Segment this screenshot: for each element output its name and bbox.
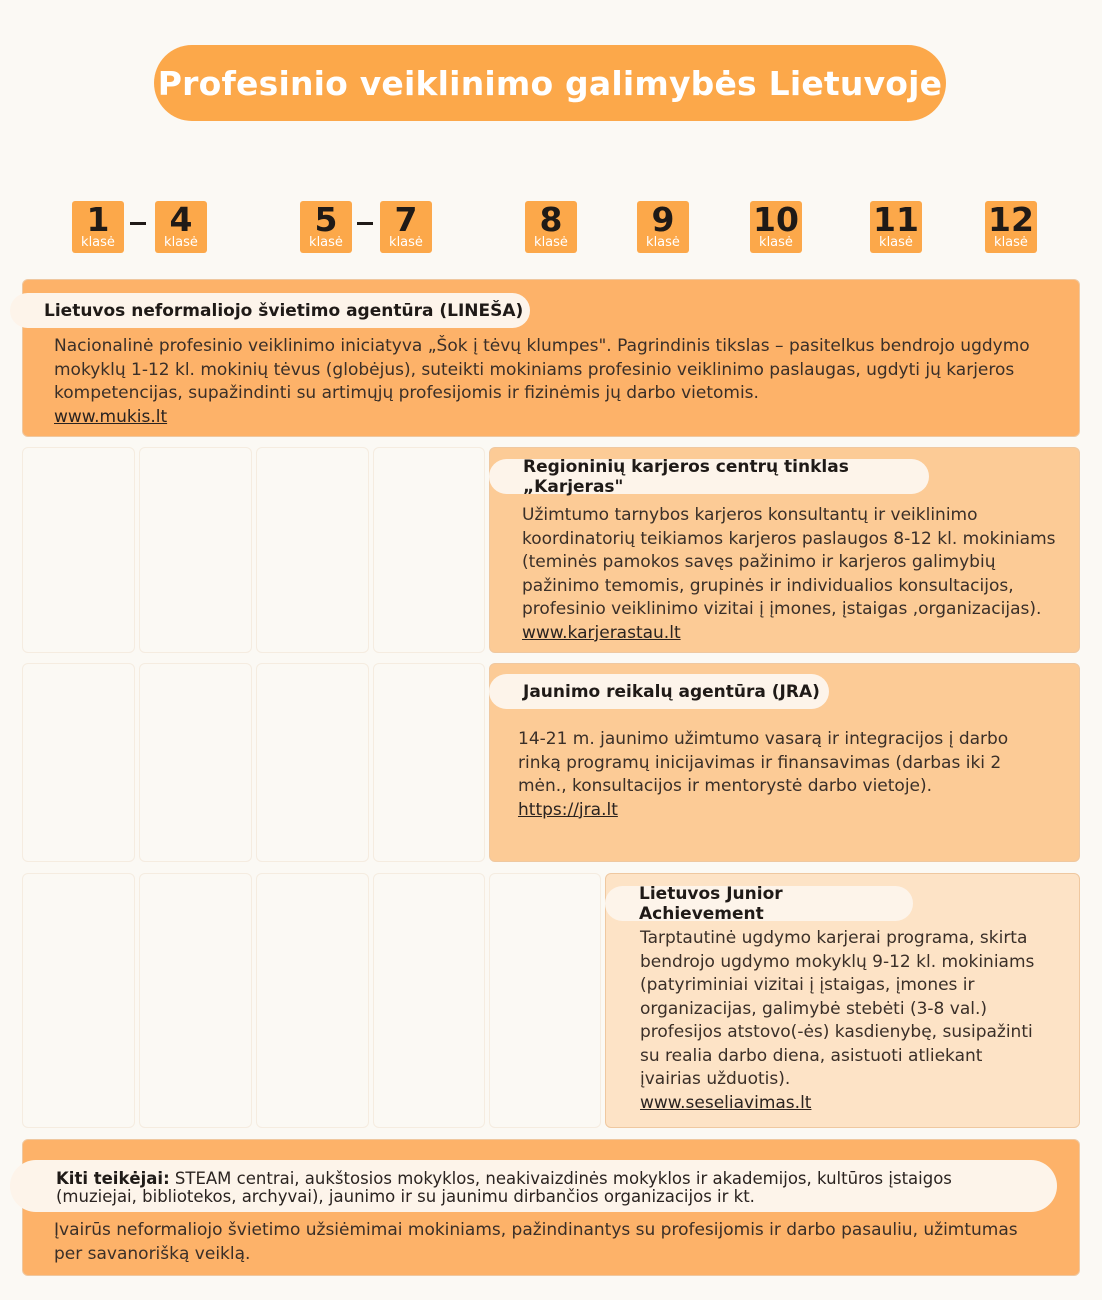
grade-number: 7 [394, 200, 418, 239]
provider-name: Regioninių karjeros centrų tinklas „Karjeras" [489, 459, 929, 494]
description-line: organizacijas, galimybė stebėti (3-8 val.) [640, 998, 988, 1019]
grade-label: klasė [534, 235, 568, 250]
grade-number: 11 [873, 200, 919, 239]
other-providers-description [54, 1219, 1064, 1266]
empty-grade-cell [373, 663, 485, 862]
description-line: rinką programų inicijavimas ir finansavimas (darbas iki 2 [518, 752, 1002, 773]
range-dash [130, 222, 146, 225]
empty-grade-cell [256, 447, 369, 653]
description-line: mėn., konsultacijos ir mentorystė darbo vietoje). [518, 776, 933, 796]
grade-label: klasė [646, 235, 680, 250]
empty-grade-cell [22, 663, 135, 862]
description-line: mokyklų 1-12 kl. mokinių tėvus (globėjus), suteikti mokiniams profesinio veiklinimo paslaugas, ugdyti jų karjeros [54, 359, 1015, 380]
description-line: Tarptautinė ugdymo karjerai programa, skirta [640, 928, 1028, 948]
grade-number: 8 [539, 200, 563, 239]
description-line: koordinatorių teikiamos karjeros paslaugos 8-12 kl. mokiniams [522, 528, 1056, 549]
page-title: Profesinio veiklinimo galimybės Lietuvoje [154, 45, 946, 121]
grade-badge-1 [72, 201, 124, 253]
grade-badge-4 [155, 201, 207, 253]
provider-link[interactable]: https://jra.lt [518, 799, 618, 820]
provider-name: Jaunimo reikalų agentūra (JRA) [489, 674, 829, 709]
description-line: pažinimo temomis, grupinės ir individualios konsultacijos, [522, 575, 1014, 596]
description-line: kompetencijas, supažindinti su artimųjų profesijomis ir fizinėmis jų darbo vietomis. [54, 383, 759, 403]
description-line: profesinio veiklinimo vizitai į įmones, įstaigas ,organizacijas). [522, 599, 1042, 619]
grade-number: 12 [988, 200, 1034, 239]
description-line: bendrojo ugdymo mokyklų 9-12 kl. mokiniams [640, 951, 1035, 972]
empty-grade-cell [373, 447, 485, 653]
description-line: (patyriminiai vizitai į įstaigas, įmones ir [640, 975, 975, 995]
empty-grade-cell [489, 873, 601, 1128]
other-providers-text-2: (muziejai, bibliotekos, archyvai), jaunimo ir su jaunimu dirbančios organizacijos ir kt. [56, 1187, 755, 1206]
empty-grade-cell [256, 663, 369, 862]
grade-badge-10 [750, 201, 802, 253]
empty-grade-cell [139, 663, 252, 862]
grade-label: klasė [994, 235, 1028, 250]
provider-link[interactable]: www.karjerastau.lt [522, 622, 681, 643]
grade-badge-9 [637, 201, 689, 253]
grade-number: 9 [651, 200, 675, 239]
grade-badge-12 [985, 201, 1037, 253]
description-line: įvairias užduotis). [640, 1069, 791, 1089]
range-dash [357, 222, 373, 225]
empty-grade-cell [139, 873, 252, 1128]
grade-badge-8 [525, 201, 577, 253]
description-line: (teminės pamokos savęs pažinimo ir karjeros galimybių [522, 552, 996, 572]
grade-number: 5 [314, 200, 338, 239]
other-providers-text: STEAM centrai, aukštosios mokyklos, neakivaizdinės mokyklos ir akademijos, kultūros įstaigos [174, 1169, 952, 1188]
grade-label: klasė [879, 235, 913, 250]
description-line: Įvairūs neformaliojo švietimo užsiėmimai mokiniams, pažindinantys su profesijomis ir darbo pasauliu, užimtumas [54, 1220, 1018, 1240]
grade-badge-5 [300, 201, 352, 253]
empty-grade-cell [256, 873, 369, 1128]
provider-description [640, 927, 1075, 1115]
grade-label: klasė [309, 235, 343, 250]
description-line: su realia darbo diena, asistuoti atliekant [640, 1045, 983, 1066]
description-line: per savanorišką veiklą. [54, 1243, 251, 1264]
grade-label: klasė [389, 235, 423, 250]
grade-label: klasė [759, 235, 793, 250]
empty-grade-cell [22, 873, 135, 1128]
provider-name: Lietuvos Junior Achievement [605, 886, 913, 921]
description-line: Užimtumo tarnybos karjeros konsultantų ir veiklinimo [522, 505, 978, 525]
grade-badge-11 [870, 201, 922, 253]
other-providers-label: Kiti teikėjai: [56, 1169, 170, 1188]
description-line: 14-21 m. jaunimo užimtumo vasarą ir integracijos į darbo [518, 729, 1009, 749]
provider-description [522, 504, 1067, 645]
empty-grade-cell [22, 447, 135, 653]
provider-link[interactable]: www.seseliavimas.lt [640, 1092, 812, 1113]
provider-description [518, 728, 1058, 822]
description-line: Nacionalinė profesinio veiklinimo iniciatyva „Šok į tėvų klumpes". Pagrindinis tikslas – pasitelkus bendrojo ugdymo [54, 336, 1030, 356]
grade-number: 4 [169, 200, 193, 239]
grade-badge-7 [380, 201, 432, 253]
provider-description [54, 335, 1064, 429]
grade-number: 10 [753, 200, 799, 239]
provider-link[interactable]: www.mukis.lt [54, 406, 168, 427]
empty-grade-cell [139, 447, 252, 653]
description-line: profesijos atstovo(-ės) kasdienybę, susipažinti [640, 1022, 1033, 1042]
provider-name: Lietuvos neformaliojo švietimo agentūra (LINEŠA) [10, 293, 530, 328]
other-providers-pill [10, 1160, 1057, 1212]
grade-number: 1 [86, 200, 110, 239]
grade-label: klasė [81, 235, 115, 250]
grade-label: klasė [164, 235, 198, 250]
empty-grade-cell [373, 873, 485, 1128]
